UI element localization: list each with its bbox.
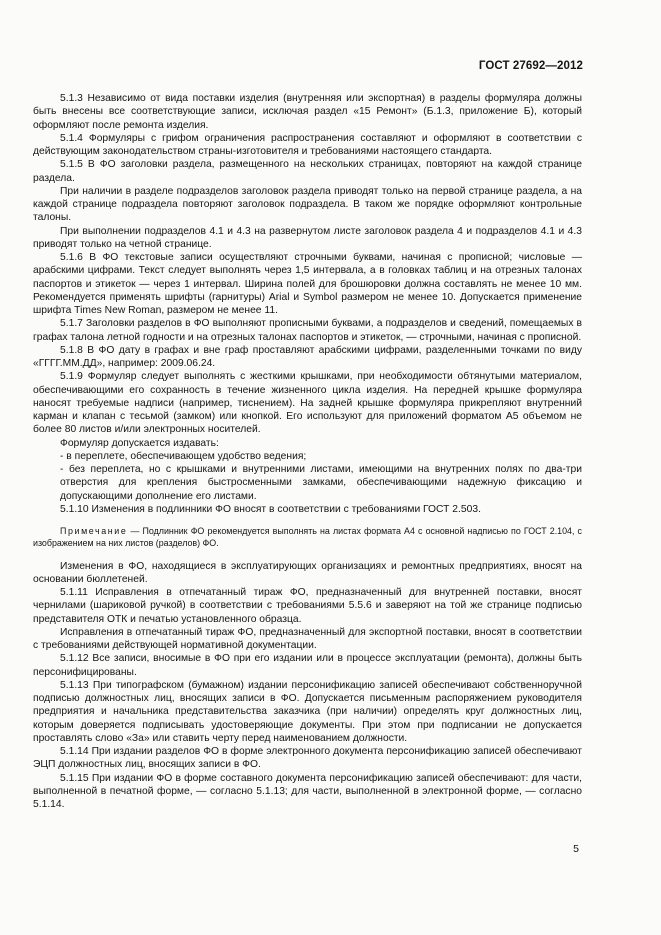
- list-item: - в переплете, обеспечивающем удобство ведения;: [60, 450, 307, 462]
- list-item: - без переплета, но с крышками и внутренними листами, имеющими на внутренних полях по два-три отверстия для крепления быстросменными замками, обеспечивающими надежную фиксацию и допускающими дополнение его листами.: [60, 464, 582, 502]
- paragraph-5-1-5: 5.1.5 В ФО заголовки раздела, размещенного на нескольких страницах, повторяют на каждой странице раздела.: [33, 159, 582, 184]
- document-body: [33, 92, 582, 811]
- paragraph-5-1-6: 5.1.6 В ФО текстовые записи осуществляют строчными буквами, начиная с прописной; числовые — арабскими цифрами. Текст следует выполнять через 1,5 интервала, а в головках таблиц и на отрезных талонах паспортов и этикеток — через 1 интервал. Ширина полей для брошюровки должна составлять не менее 10 мм. Рекомендуется применять шрифты (гарнитуры) Arial и Symbol размером не менее 10. Допускается применение шрифта Times New Roman, размером не менее 11.: [33, 252, 582, 316]
- paragraph-5-1-3: 5.1.3 Независимо от вида поставки изделия (внутренняя или экспортная) в разделы формуляра должны быть внесены все соответствующие записи, исключая раздел «15 Ремонт» (Б.1.3, приложение Б), который оформляют после ремонта изделия.: [33, 93, 582, 131]
- paragraph-5-1-7: 5.1.7 Заголовки разделов в ФО выполняют прописными буквами, а подразделов и сведений, помещаемых в графах талона летной годности и на отрезных талонах паспортов и этикеток, — строчными, начиная с прописной.: [33, 318, 582, 343]
- paragraph-corrections-export: Исправления в отпечатанный тираж ФО, предназначенный для экспортной поставки, вносят в соответствии с требованиями действующей нормативной документации.: [33, 626, 582, 652]
- paragraph-5-1-9: 5.1.9 Формуляр следует выполнять с жесткими крышками, при необходимости обтянутыми материалом, обеспечивающими его сохранность в течение жизненного цикла изделия. На передней крышке формуляра наносят требуемые надписи (например, тиснением). На задней крышке формуляра прикрепляют внутренний карман и клапан с тесьмой (замком) или кнопкой. Его используют для приложений форматом А5 объемом не более 80 листов и/или электронных носителей.: [33, 371, 582, 436]
- note-label: Примечание: [60, 526, 128, 536]
- page-number: 5: [573, 843, 579, 855]
- paragraph-5-1-15: 5.1.15 При издании ФО в форме составного документа персонификацию записей обеспечивают: для части, выполненной в печатной форме, — согласно 5.1.13; для части, выполненной в электронной форме, — согласно 5.1.14.: [33, 772, 582, 811]
- paragraph-subsections: При наличии в разделе подразделов заголовок раздела приводят только на первой странице раздела, а на каждой странице подраздела повторяют заголовок подраздела. В таком же порядке оформляют контрольные талоны.: [33, 185, 582, 224]
- paragraph-5-1-13: 5.1.13 При типографском (бумажном) издании персонификацию записей обеспечивают собственноручной подписью должностных лиц, вносящих записи в ФО. Допускается письменным распоряжением руководителя предприятия и начальника представительства заказчика (при наличии) определять круг должностных лиц, которым доверяется подписывать удостоверяющие документы. При этом при подписании не допускается проставлять слово «За» или ставить черту перед наименованием должности.: [33, 679, 582, 744]
- paragraph-changes: Изменения в ФО, находящиеся в эксплуатирующих организациях и ремонтных предприятиях, вносят на основании бюллетеней.: [33, 560, 582, 585]
- paragraph-subsections-4: При выполнении подразделов 4.1 и 4.3 на развернутом листе заголовок раздела 4 и подразделов 4.1 и 4.3 приводят только на четной странице.: [33, 225, 582, 250]
- paragraph-list-intro: Формуляр допускается издавать:: [60, 437, 219, 449]
- note: [33, 525, 582, 550]
- document-id-header: ГОСТ 27692—2012: [478, 60, 583, 72]
- paragraph-5-1-11: 5.1.11 Исправления в отпечатанный тираж ФО, предназначенный для внутренней поставки, вносят чернилами (шариковой ручкой) в соответствии с требованиями 5.5.6 и заверяют на той же странице подписью представителя ОТК и печатью установленного образца.: [33, 587, 582, 625]
- note-text: — Подлинник ФО рекомендуется выполнять на листах формата А4 с основной надписью по ГОСТ 2.104, с изображением на них листов (разделов) ФО.: [33, 526, 582, 549]
- paragraph-5-1-10: 5.1.10 Изменения в подлинники ФО вносят в соответствии с требованиями ГОСТ 2.503.: [60, 503, 481, 515]
- paragraph-5-1-12: 5.1.12 Все записи, вносимые в ФО при его издании или в процессе эксплуатации (ремонта), должны быть персонифицированы.: [33, 653, 582, 678]
- paragraph-5-1-8: 5.1.8 В ФО дату в графах и вне граф проставляют арабскими цифрами, разделенными точками по виду «ГГГГ.ММ.ДД», например: 2009.06.24.: [33, 344, 582, 369]
- paragraph-5-1-14: 5.1.14 При издании разделов ФО в форме электронного документа персонификацию записей обеспечивают ЭЦП должностных лиц, вносящих записи в ФО.: [33, 746, 582, 771]
- paragraph-5-1-4: 5.1.4 Формуляры с грифом ограничения распространения составляют и оформляют в соответствии с действующим законодательством страны-изготовителя и требованиями настоящего стандарта.: [33, 132, 582, 157]
